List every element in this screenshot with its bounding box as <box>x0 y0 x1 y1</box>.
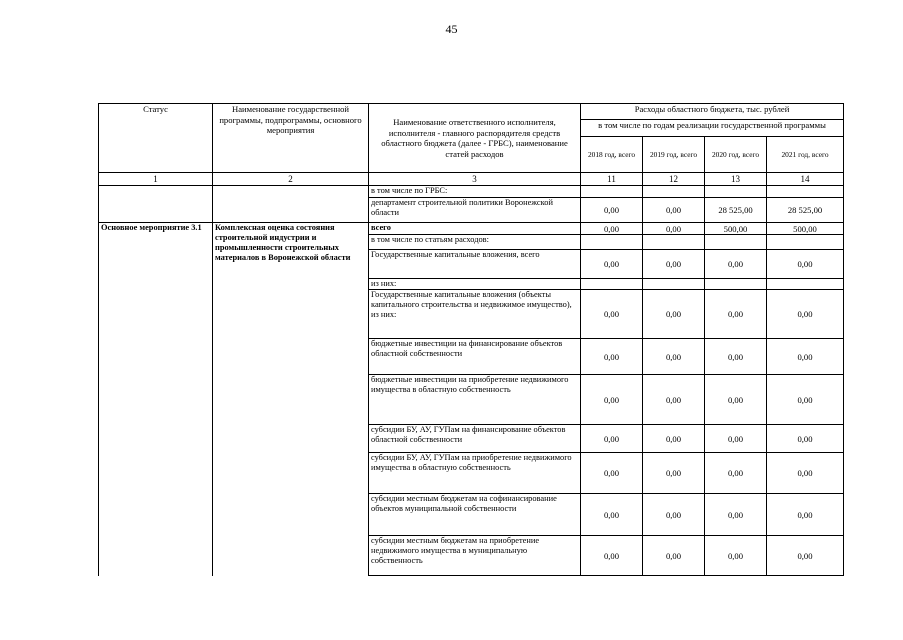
row-value: 0,00 <box>643 339 705 375</box>
row-value: 500,00 <box>705 223 767 235</box>
row-value: 0,00 <box>767 425 844 453</box>
header-year: 2020 год, всего <box>705 137 767 173</box>
row-label: субсидии БУ, АУ, ГУПам на финансирование объектов областной собственности <box>369 425 581 453</box>
header-expenses: Расходы областного бюджета, тыс. рублей <box>581 104 844 120</box>
budget-table <box>98 103 844 576</box>
row-value <box>581 279 643 290</box>
row-label: Государственные капитальные вложения (объекты капитального строительства и недвижимое имущество), из них: <box>369 290 581 339</box>
row-value: 0,00 <box>581 250 643 279</box>
row-value: 0,00 <box>643 198 705 223</box>
header-program-name: Наименование государственной программы, подпрограммы, основного мероприятия <box>213 104 369 173</box>
row-value: 0,00 <box>767 290 844 339</box>
row-value <box>643 186 705 198</box>
row-value: 0,00 <box>767 339 844 375</box>
row-value: 0,00 <box>643 453 705 494</box>
status-cell-empty <box>99 186 213 223</box>
row-label: бюджетные инвестиции на приобретение недвижимого имущества в областную собственность <box>369 375 581 425</box>
table-row <box>99 186 844 198</box>
row-value <box>767 279 844 290</box>
row-value <box>705 235 767 250</box>
header-status: Статус <box>99 104 213 173</box>
row-value: 0,00 <box>581 453 643 494</box>
row-value: 0,00 <box>705 250 767 279</box>
header-year: 2019 год, всего <box>643 137 705 173</box>
column-number: 3 <box>369 173 581 186</box>
row-value <box>581 235 643 250</box>
name-cell-empty <box>213 186 369 223</box>
row-value: 28 525,00 <box>767 198 844 223</box>
row-value: 0,00 <box>705 536 767 576</box>
column-number: 2 <box>213 173 369 186</box>
row-value: 0,00 <box>643 223 705 235</box>
row-value <box>705 279 767 290</box>
row-value: 0,00 <box>767 536 844 576</box>
row-value: 0,00 <box>767 375 844 425</box>
row-value: 0,00 <box>581 425 643 453</box>
row-label: бюджетные инвестиции на финансирование объектов областной собственности <box>369 339 581 375</box>
column-number: 1 <box>99 173 213 186</box>
row-value: 0,00 <box>581 339 643 375</box>
row-value: 0,00 <box>643 290 705 339</box>
row-value: 0,00 <box>643 425 705 453</box>
measure-status: Основное мероприятие 3.1 <box>99 223 213 576</box>
row-value: 0,00 <box>581 536 643 576</box>
row-label: в том числе по статьям расходов: <box>369 235 581 250</box>
row-value: 0,00 <box>705 290 767 339</box>
row-label: субсидии БУ, АУ, ГУПам на приобретение недвижимого имущества в областную собственность <box>369 453 581 494</box>
row-value <box>581 186 643 198</box>
header-by-years: в том числе по годам реализации государственной программы <box>581 120 844 137</box>
row-value: 0,00 <box>705 453 767 494</box>
measure-name: Комплексная оценка состояния строительной индустрии и промышленности строительных материалов в Воронежской области <box>213 223 369 576</box>
header-year: 2021 год, всего <box>767 137 844 173</box>
row-value: 0,00 <box>581 223 643 235</box>
row-label: департамент строительной политики Воронежской области <box>369 198 581 223</box>
row-value: 0,00 <box>705 375 767 425</box>
row-value: 0,00 <box>643 250 705 279</box>
header-year: 2018 год, всего <box>581 137 643 173</box>
row-label: Государственные капитальные вложения, всего <box>369 250 581 279</box>
row-value <box>767 186 844 198</box>
row-value <box>705 186 767 198</box>
row-label: всего <box>369 223 581 235</box>
row-value: 0,00 <box>767 494 844 536</box>
row-value: 0,00 <box>767 250 844 279</box>
column-number: 11 <box>581 173 643 186</box>
row-value: 0,00 <box>581 290 643 339</box>
row-value: 0,00 <box>767 453 844 494</box>
row-value <box>767 235 844 250</box>
row-value <box>643 279 705 290</box>
row-label: из них: <box>369 279 581 290</box>
row-value: 0,00 <box>705 425 767 453</box>
row-label: в том числе по ГРБС: <box>369 186 581 198</box>
row-value: 500,00 <box>767 223 844 235</box>
row-label: субсидии местным бюджетам на приобретение недвижимого имущества в муниципальную собственность <box>369 536 581 576</box>
page-number: 45 <box>445 22 458 36</box>
row-value: 0,00 <box>705 494 767 536</box>
row-value: 0,00 <box>643 375 705 425</box>
column-number: 14 <box>767 173 844 186</box>
row-value: 0,00 <box>581 375 643 425</box>
column-number: 12 <box>643 173 705 186</box>
column-number: 13 <box>705 173 767 186</box>
row-label: субсидии местным бюджетам на софинансирование объектов муниципальной собственности <box>369 494 581 536</box>
row-value: 0,00 <box>643 494 705 536</box>
row-value: 0,00 <box>643 536 705 576</box>
table-row <box>99 223 844 235</box>
row-value <box>643 235 705 250</box>
row-value: 0,00 <box>581 494 643 536</box>
header-executor: Наименование ответственного исполнителя, исполнителя - главного распорядителя средств областного бюджета (далее - ГРБС), наименование статей расходов <box>369 104 581 173</box>
row-value: 0,00 <box>705 339 767 375</box>
row-value: 0,00 <box>581 198 643 223</box>
row-value: 28 525,00 <box>705 198 767 223</box>
